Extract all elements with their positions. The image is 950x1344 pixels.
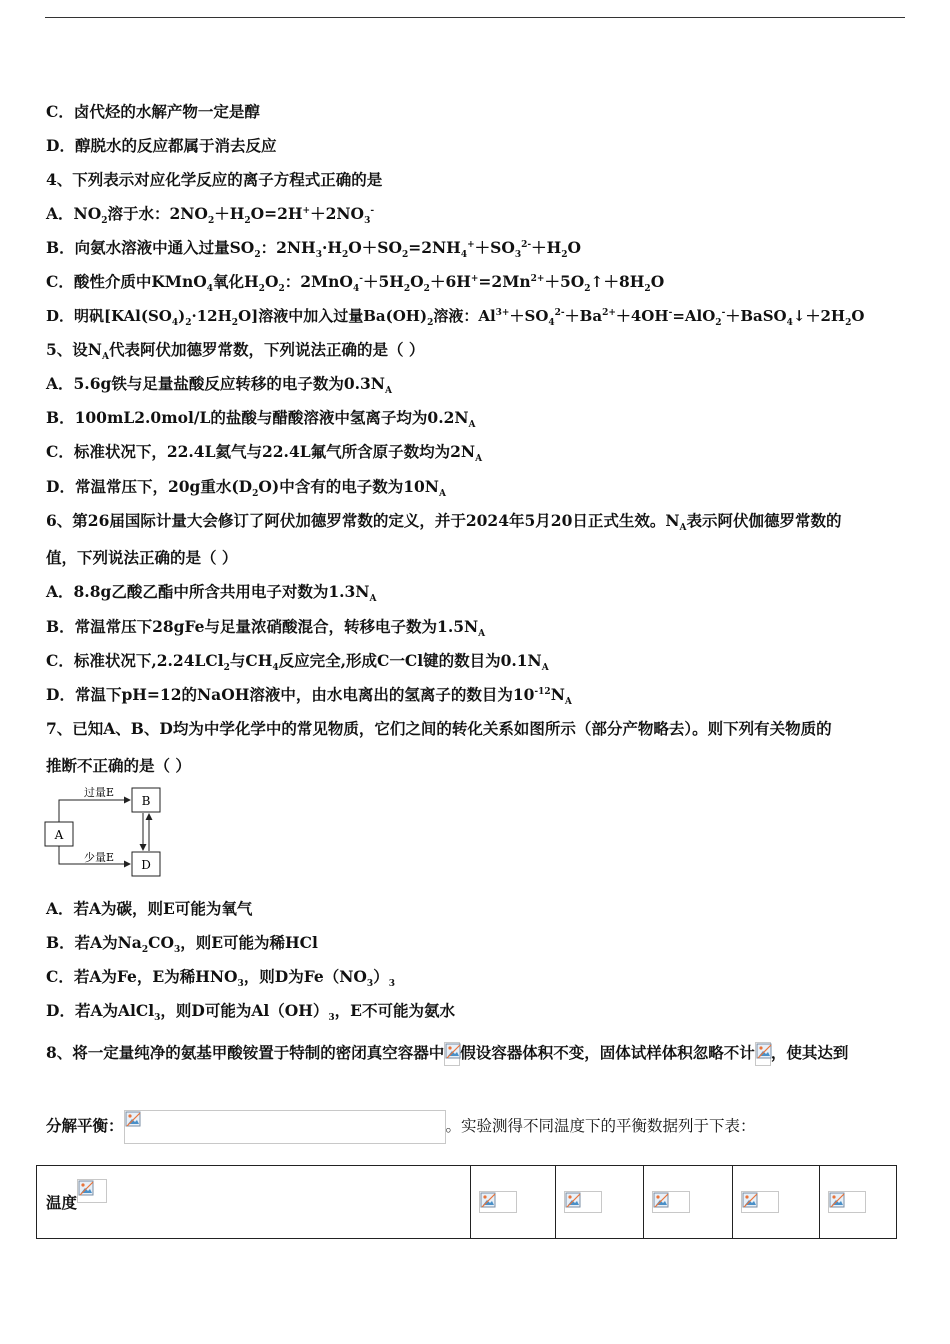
table-row: [37, 1166, 897, 1239]
q8-stem-line1: [46, 1042, 848, 1066]
q7-conversion-diagram: [44, 784, 174, 880]
q6-option-c: C．标准状况下,2.24LCl$_2$与$CH_4$反应完全,形成C一Cl键的数目为$0.1N_A$: [46, 651, 549, 674]
q4-option-a: A．$NO_2$溶于水：$2NO_2+H_2O=2H^++2NO_3^-$: [46, 204, 375, 227]
broken-image-icon: [755, 1042, 771, 1066]
q5-option-a: A．5.6g铁与足量盐酸反应转移的电子数为$0.3N_A$: [46, 374, 392, 397]
equilibrium-equation-image: [124, 1110, 446, 1144]
broken-image-icon: [77, 1179, 107, 1203]
q7-option-c: C．若A为Fe，E为稀$HNO_3$，则D为$Fe(NO_3)_3$: [46, 967, 395, 990]
broken-image-icon: [828, 1191, 866, 1213]
q6-option-b: B．常温常压下28gFe与足量浓硝酸混合，转移电子数为$1.5N_A$: [46, 617, 486, 640]
q7-option-d: D．若A为AlCl$_3$，则D可能为$Al(OH)_3$，E不可能为氨水: [46, 1001, 455, 1024]
table-header-cell: [37, 1166, 471, 1239]
q5-option-d: D．常温常压下，20g重水$(D_2O)$中含有的电子数为$10N_A$: [46, 477, 446, 500]
q6-option-a: A．8.8g乙酸乙酯中所含共用电子对数为$1.3N_A$: [46, 582, 377, 605]
table-header-label: 温度: [46, 1193, 78, 1212]
broken-image-icon: [564, 1191, 602, 1213]
q5-stem: 5、设$N_A$代表阿伏加德罗常数，下列说法正确的是（ ）: [46, 340, 425, 363]
q8-stem-part3: ，使其达到: [770, 1043, 849, 1062]
q6-option-d: D．常温下pH=12的NaOH溶液中，由水电离出的氢离子的数目为$10^{-12}N_A$: [46, 685, 572, 708]
q7-option-b: B．若A为$Na_2CO_3$，则E可能为稀HCl: [46, 933, 318, 956]
broken-image-icon: [652, 1191, 690, 1213]
box-a-label: A: [54, 828, 64, 842]
q4-option-b: B．向氨水溶液中通入过量$SO_2$：$2NH_3\cdot H_2O+SO_2=2NH_4^++SO_3^{2-}+H_2O$: [46, 238, 582, 261]
arrow-top-label: 过量E: [83, 786, 115, 799]
q6-stem-line2: 值，下列说法正确的是（ ）: [46, 548, 238, 567]
arrow-a-to-b: [59, 800, 130, 822]
q8-stem-line2: [46, 1110, 756, 1144]
q5-option-b: B．100mL2.0mol/L的盐酸与醋酸溶液中氢离子均为$0.2N_A$: [46, 408, 476, 431]
q4-stem: 4、下列表示对应化学反应的离子方程式正确的是: [46, 170, 383, 189]
table-cell: [644, 1166, 733, 1239]
q8-stem-part1: 8、将一定量纯净的氨基甲酸铵置于特制的密闭真空容器中: [46, 1043, 445, 1062]
q4-option-d: D．明矾$[KAl(SO_4)_2\cdot 12H_2O]$溶液中加入过量$Ba(OH)_2$溶液：$Al^{3+}+SO_4^{2-}+Ba^{2+}+4OH^-=AlO_2^-+BaSO_4↓+2H_2O$: [46, 307, 865, 328]
table-cell: [556, 1166, 644, 1239]
q3-option-d: D．醇脱水的反应都属于消去反应: [46, 136, 277, 155]
box-d-label: D: [141, 858, 151, 872]
table-cell: [471, 1166, 556, 1239]
q8-stem-part2: 假设容器体积不变，固体试样体积忽略不计: [460, 1043, 755, 1062]
table-cell: [733, 1166, 820, 1239]
q7-stem-line1: 7、已知A、B、D均为中学化学中的常见物质，它们之间的转化关系如图所示（部分产物略去）。则下列有关物质的: [46, 719, 832, 738]
broken-image-icon: [741, 1191, 779, 1213]
q7-stem-line2: 推断不正确的是（ ）: [46, 756, 191, 775]
q8-stem-part5: 。实验测得不同温度下的平衡数据列于下表：: [445, 1117, 756, 1135]
q5-option-c: C．标准状况下，22.4L氦气与22.4L氟气所含原子数均为$2N_A$: [46, 442, 483, 465]
q4-option-c: C．酸性介质中KMnO$_4$氧化$H_2O_2$：$2MnO_4^-+5H_2O_2+6H^+=2Mn^{2+}+5O_2↑+8H_2O$: [46, 272, 665, 295]
table-cell: [820, 1166, 897, 1239]
q3-option-c: C．卤代烃的水解产物一定是醇: [46, 102, 260, 121]
arrow-bottom-label: 少量E: [83, 851, 115, 864]
q6-stem-line1: 6、第26届国际计量大会修订了阿伏加德罗常数的定义，并于2024年5月20日正式生效。$N_A$表示阿伏伽德罗常数的: [46, 511, 842, 534]
q8-stem-part4: 分解平衡：: [46, 1116, 124, 1135]
broken-image-icon: [444, 1042, 460, 1066]
box-b-label: B: [141, 794, 151, 808]
q7-option-a: A．若A为碳，则E可能为氧气: [46, 899, 253, 918]
broken-image-icon: [479, 1191, 517, 1213]
equilibrium-data-table: [36, 1165, 897, 1239]
header-rule: [45, 17, 905, 18]
